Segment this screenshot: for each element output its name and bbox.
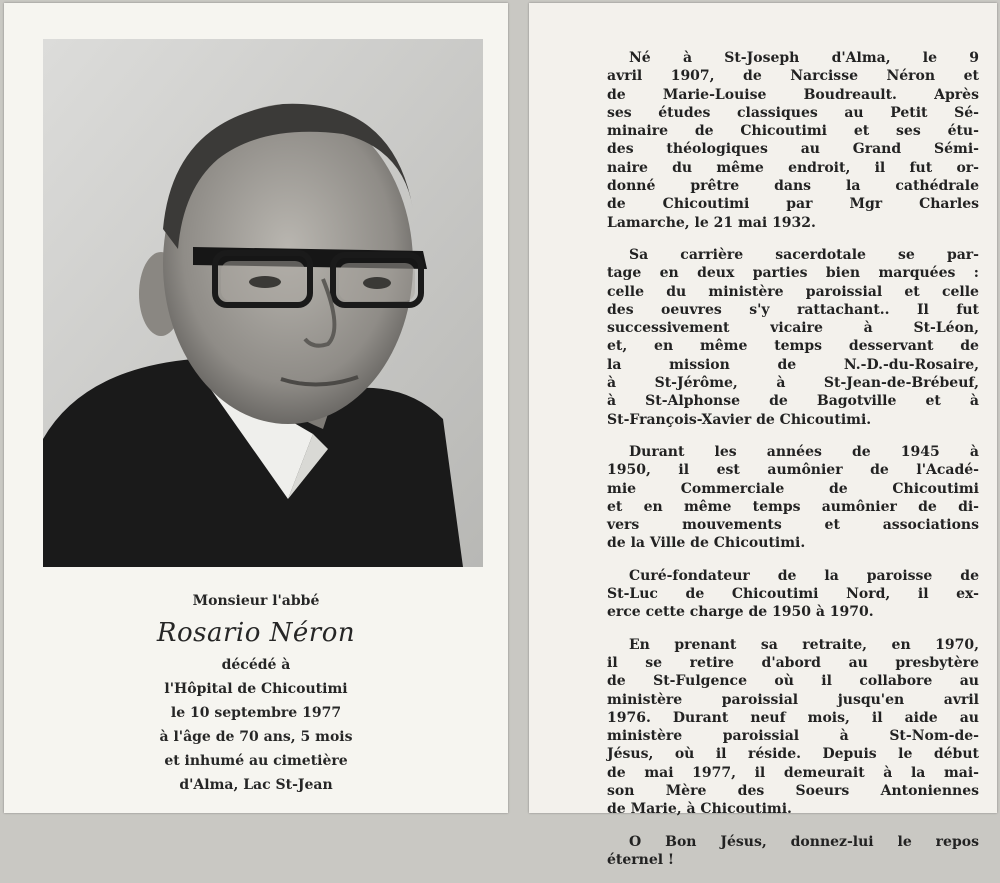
biography-line: de la Ville de Chicoutimi. xyxy=(607,535,806,552)
priest-portrait-image xyxy=(43,39,483,567)
caption-line: décédé à xyxy=(221,657,291,673)
caption-line: et inhumé au cimetière xyxy=(164,753,348,769)
biography-line: à St-Alphonse de Bagotville et à xyxy=(607,393,979,410)
biography-line: En prenant sa retraite, en 1970, xyxy=(629,636,979,653)
biography-line: il se retire d'abord au presbytère xyxy=(607,654,979,671)
portrait-photo xyxy=(43,39,483,567)
biography-line: la mission de N.-D.-du-Rosaire, xyxy=(607,356,979,373)
biography-line: de mai 1977, il demeurait à la mai- xyxy=(607,764,979,781)
biography-line: et en même temps aumônier de di- xyxy=(607,498,979,515)
memorial-card-back xyxy=(529,3,997,868)
biography-line: naire du même endroit, il fut or- xyxy=(607,159,979,176)
biography-line: minaire de Chicoutimi et ses étu- xyxy=(607,123,979,140)
biography-line: vers mouvements et associations xyxy=(607,517,979,534)
biography-line: successivement vicaire à St-Léon, xyxy=(607,320,979,337)
biography-paragraph xyxy=(607,246,979,429)
biography-line: des théologiques au Grand Sémi- xyxy=(607,141,979,158)
biography-line: de St-Fulgence où il collabore au xyxy=(607,673,979,690)
biography-line: des oeuvres s'y rattachant.. Il fut xyxy=(607,301,979,318)
deceased-name: Rosario Néron xyxy=(156,618,356,648)
biography-line: ministère paroissial jusqu'en avril xyxy=(607,691,979,708)
biography-line: celle du ministère paroissial et celle xyxy=(607,283,979,300)
biography-line: à St-Jérôme, à St-Jean-de-Brébeuf, xyxy=(607,375,979,392)
biography-line: ministère paroissial à St-Nom-de- xyxy=(607,728,979,745)
biography-text xyxy=(607,49,979,883)
memorial-card-front xyxy=(4,3,508,813)
biography-line: de Chicoutimi par Mgr Charles xyxy=(607,196,979,213)
biography-paragraph xyxy=(607,636,979,819)
biography-paragraph xyxy=(607,49,979,232)
biography-line: et, en même temps desservant de xyxy=(607,338,979,355)
biography-line: donné prêtre dans la cathédrale xyxy=(607,178,979,195)
biography-line: Durant les années de 1945 à xyxy=(629,443,979,460)
biography-line: 1976. Durant neuf mois, il aide au xyxy=(607,709,979,726)
caption-line: à l'âge de 70 ans, 5 mois xyxy=(159,729,353,745)
biography-line: avril 1907, de Narcisse Néron et xyxy=(607,68,979,85)
biography-line: éternel ! xyxy=(607,851,675,868)
memorial-caption xyxy=(4,589,508,797)
biography-paragraph xyxy=(607,833,979,870)
biography-line: Lamarche, le 21 mai 1932. xyxy=(607,214,816,231)
biography-line: Curé-fondateur de la paroisse de xyxy=(629,567,979,584)
biography-line: Né à St-Joseph d'Alma, le 9 xyxy=(629,50,979,66)
biography-line: Sa carrière sacerdotale se par- xyxy=(629,246,979,263)
biography-line: erce cette charge de 1950 à 1970. xyxy=(607,604,874,621)
biography-line: St-François-Xavier de Chicoutimi. xyxy=(607,411,872,428)
caption-title: Monsieur l'abbé xyxy=(192,593,320,609)
biography-line: son Mère des Soeurs Antoniennes xyxy=(607,782,979,799)
biography-line: 1950, il est aumônier de l'Acadé- xyxy=(607,462,979,479)
biography-paragraph xyxy=(607,567,979,622)
biography-line: Jésus, où il réside. Depuis le début xyxy=(607,746,979,763)
biography-line: ses études classiques au Petit Sé- xyxy=(607,104,979,121)
biography-line: St-Luc de Chicoutimi Nord, il ex- xyxy=(607,586,979,603)
caption-line: le 10 septembre 1977 xyxy=(170,705,342,721)
biography-line: tage en deux parties bien marquées : xyxy=(607,265,979,282)
biography-line: de Marie-Louise Boudreault. Après xyxy=(607,86,979,103)
biography-line: O Bon Jésus, donnez-lui le repos xyxy=(629,833,979,850)
biography-line: mie Commerciale de Chicoutimi xyxy=(607,480,979,497)
biography-paragraph xyxy=(607,443,979,553)
biography-line: de Marie, à Chicoutimi. xyxy=(607,801,792,818)
caption-line: d'Alma, Lac St-Jean xyxy=(179,777,333,793)
caption-line: l'Hôpital de Chicoutimi xyxy=(164,681,348,697)
